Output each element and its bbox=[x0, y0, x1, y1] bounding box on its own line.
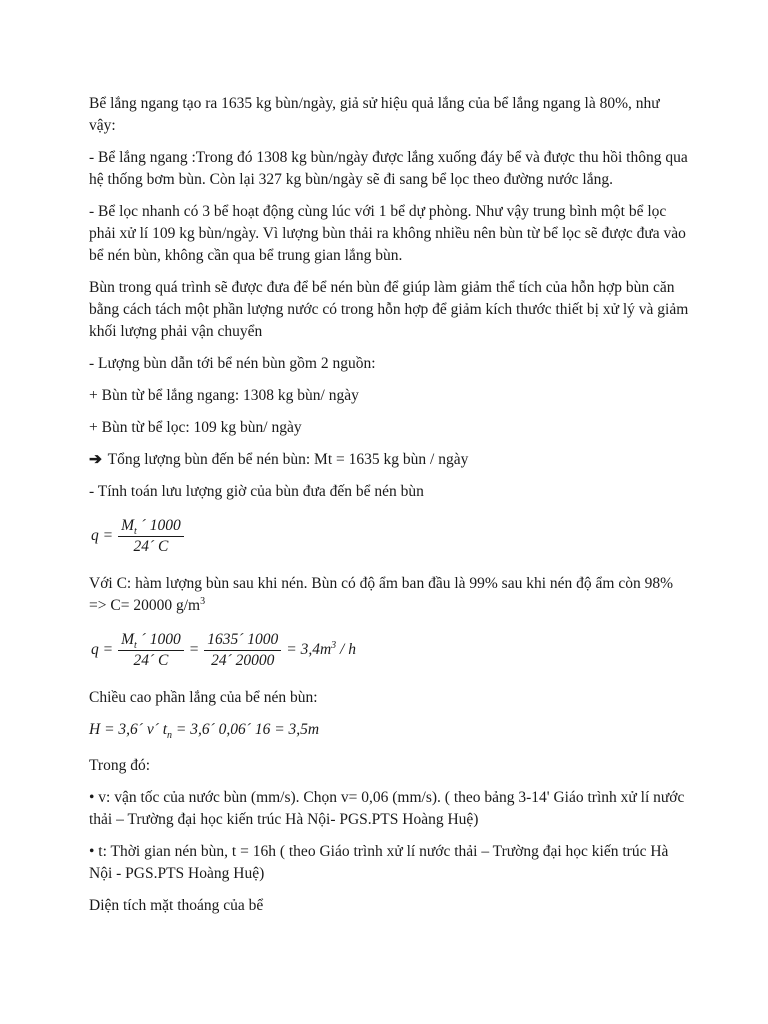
document-body bbox=[89, 93, 689, 927]
superscript-3: 3 bbox=[200, 595, 206, 607]
equation-height bbox=[89, 719, 689, 741]
paragraph-height: Chiều cao phần lắng của bể nén bùn: bbox=[89, 689, 318, 706]
result-value: = 3,4m bbox=[286, 641, 332, 658]
fraction-denominator: 24´ C bbox=[133, 537, 169, 555]
equation-lhs: q = bbox=[91, 641, 114, 658]
paragraph-where: Trong đó: bbox=[89, 757, 151, 774]
equation-result bbox=[286, 639, 356, 661]
subscript-t: t bbox=[134, 639, 137, 651]
fraction-denominator: 24´ 20000 bbox=[211, 651, 275, 669]
result-unit: / h bbox=[340, 641, 356, 658]
concentration-text: Với C: hàm lượng bùn sau khi nén. Bùn có độ ẩm ban đầu là 99% sau khi nén độ ẩm còn 98% => C= 20000 g/m bbox=[89, 575, 673, 614]
paragraph-total-sludge bbox=[89, 449, 689, 471]
equation-flow-result bbox=[89, 627, 689, 673]
paragraph-concentration bbox=[89, 573, 689, 617]
paragraph-surface-area: Diện tích mặt thoáng của bể bbox=[89, 897, 264, 914]
numerator-rest: ´ 1000 bbox=[140, 516, 181, 534]
fraction-denominator: 24´ C bbox=[133, 651, 169, 669]
superscript-3: 3 bbox=[331, 639, 337, 651]
paragraph-sludge-process: Bùn trong quá trình sẽ được đưa để bể nén bùn để giúp làm giảm thể tích của hỗn hợp bùn căn bằng cách tách một phần lượng nước có trong hỗn hợp để giảm kích thước thiết bị xử lý và giảm khối lượng phải vận chuyển bbox=[89, 279, 689, 340]
fraction-numerator bbox=[118, 630, 184, 651]
fraction-numeric bbox=[204, 630, 281, 671]
bullet-velocity: • v: vận tốc của nước bùn (mm/s). Chọn v= 0,06 (mm/s). ( theo bảng 3-14' Giáo trình xử lí nước thải – Trường đại học kiến trúc Hà Nội- PGS.PTS Hoàng Huệ) bbox=[89, 789, 685, 828]
subscript-t: t bbox=[134, 525, 137, 537]
symbol-m: M bbox=[121, 516, 135, 534]
paragraph-flow-calc: - Tính toán lưu lượng giờ của bùn đưa đến bể nén bùn bbox=[89, 483, 424, 500]
paragraph-intro: Bể lắng ngang tạo ra 1635 kg bùn/ngày, giả sử hiệu quả lắng của bể lắng ngang là 80%, như vậy: bbox=[89, 95, 660, 134]
height-equation-main: H = 3,6´ v´ t bbox=[89, 721, 168, 738]
height-equation-rest: = 3,6´ 0,06´ 16 = 3,5m bbox=[175, 721, 320, 738]
fraction-numerator bbox=[118, 516, 184, 537]
bullet-time: • t: Thời gian nén bùn, t = 16h ( theo Giáo trình xử lí nước thải – Trường đại học kiến trúc Hà Nội - PGS.PTS Hoàng Huệ) bbox=[89, 843, 669, 882]
equals-sign: = bbox=[188, 641, 200, 658]
paragraph-settling-tank: - Bể lắng ngang :Trong đó 1308 kg bùn/ngày được lắng xuống đáy bể và được thu hồi thông qua hệ thống bơm bùn. Còn lại 327 kg bùn/ngày sẽ đi sang bể lọc theo đường nước lắng. bbox=[89, 149, 688, 188]
equation-lhs: q = bbox=[91, 527, 114, 544]
fraction-symbolic bbox=[118, 630, 184, 671]
paragraph-sludge-sources: - Lượng bùn dẫn tới bể nén bùn gồm 2 nguồn: bbox=[89, 355, 376, 372]
right-arrow-icon: ➔ bbox=[89, 451, 102, 468]
symbol-m: M bbox=[121, 630, 135, 648]
fraction bbox=[118, 516, 184, 557]
total-sludge-text: Tổng lượng bùn đến bể nén bùn: Mt = 1635 kg bùn / ngày bbox=[107, 451, 469, 468]
subscript-n: n bbox=[167, 730, 173, 742]
fraction-numerator: 1635´ 1000 bbox=[204, 630, 281, 651]
equation-flow bbox=[89, 513, 689, 559]
list-item-filter-source: + Bùn từ bể lọc: 109 kg bùn/ ngày bbox=[89, 419, 302, 436]
numerator-rest: ´ 1000 bbox=[140, 630, 181, 648]
list-item-settling-source: + Bùn từ bể lắng ngang: 1308 kg bùn/ ngày bbox=[89, 387, 359, 404]
paragraph-fast-filter: - Bể lọc nhanh có 3 bể hoạt động cùng lúc với 1 bể dự phòng. Như vậy trung bình một bể lọc phải xử lí 109 kg bùn/ngày. Vì lượng bùn thải ra không nhiều nên bùn từ bể lọc sẽ được đưa vào bể nén bùn, không cần qua bể trung gian lắng bùn. bbox=[89, 203, 686, 264]
